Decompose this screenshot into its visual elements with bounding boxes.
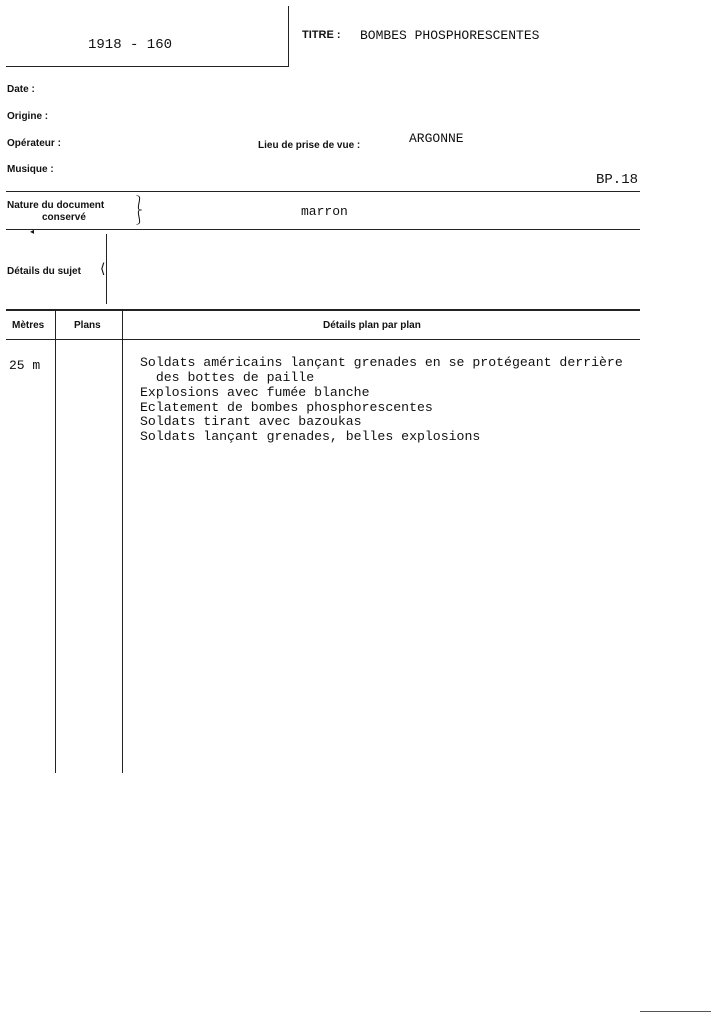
column-header-details: Détails plan par plan	[323, 320, 421, 331]
column-divider-plans	[122, 311, 123, 773]
operator-label: Opérateur :	[7, 138, 61, 149]
music-label: Musique :	[7, 164, 54, 175]
nature-brace: ⎱ ⎰	[132, 196, 146, 226]
origin-label: Origine :	[7, 111, 49, 122]
subject-brace-tip: ⟨	[100, 261, 106, 277]
location-value: ARGONNE	[409, 131, 464, 146]
nature-bottom-rule	[6, 229, 640, 230]
detail-line: Soldats lançant grenades, belles explosions	[140, 429, 481, 444]
nature-label-line1: Nature du document	[7, 200, 105, 211]
subject-label: Détails du sujet	[7, 266, 81, 277]
nature-label-line2: conservé	[42, 212, 86, 223]
reference-number: 1918 - 160	[88, 37, 173, 53]
fields-bottom-rule	[6, 191, 640, 192]
subject-bottom-rule	[6, 309, 640, 311]
title-value: BOMBES PHOSPHORESCENTES	[360, 28, 540, 43]
subject-bracket	[106, 234, 107, 304]
nature-value: marron	[301, 204, 348, 219]
location-label: Lieu de prise de vue :	[258, 140, 361, 151]
metres-value: 25 m	[9, 358, 41, 373]
rule-arrow-mark: ◂	[30, 227, 35, 236]
detail-line: des bottes de paille	[140, 370, 315, 385]
detail-line: Soldats américains lançant grenades en se protégeant derrière	[140, 355, 623, 370]
detail-line: Eclatement de bombes phosphorescentes	[140, 400, 433, 415]
column-header-plans: Plans	[74, 320, 101, 331]
header-divider	[288, 6, 289, 66]
table-header-rule	[6, 339, 640, 340]
detail-line: Soldats tirant avec bazoukas	[140, 414, 362, 429]
column-divider-metres	[55, 311, 56, 773]
title-label: TITRE :	[302, 29, 341, 41]
header-bottom-rule	[6, 66, 289, 67]
detail-line: Explosions avec fumée blanche	[140, 385, 370, 400]
scan-edge-mark	[640, 1011, 711, 1012]
column-header-metres: Mètres	[12, 320, 45, 331]
document-code: BP.18	[596, 172, 639, 188]
date-label: Date :	[7, 84, 35, 95]
